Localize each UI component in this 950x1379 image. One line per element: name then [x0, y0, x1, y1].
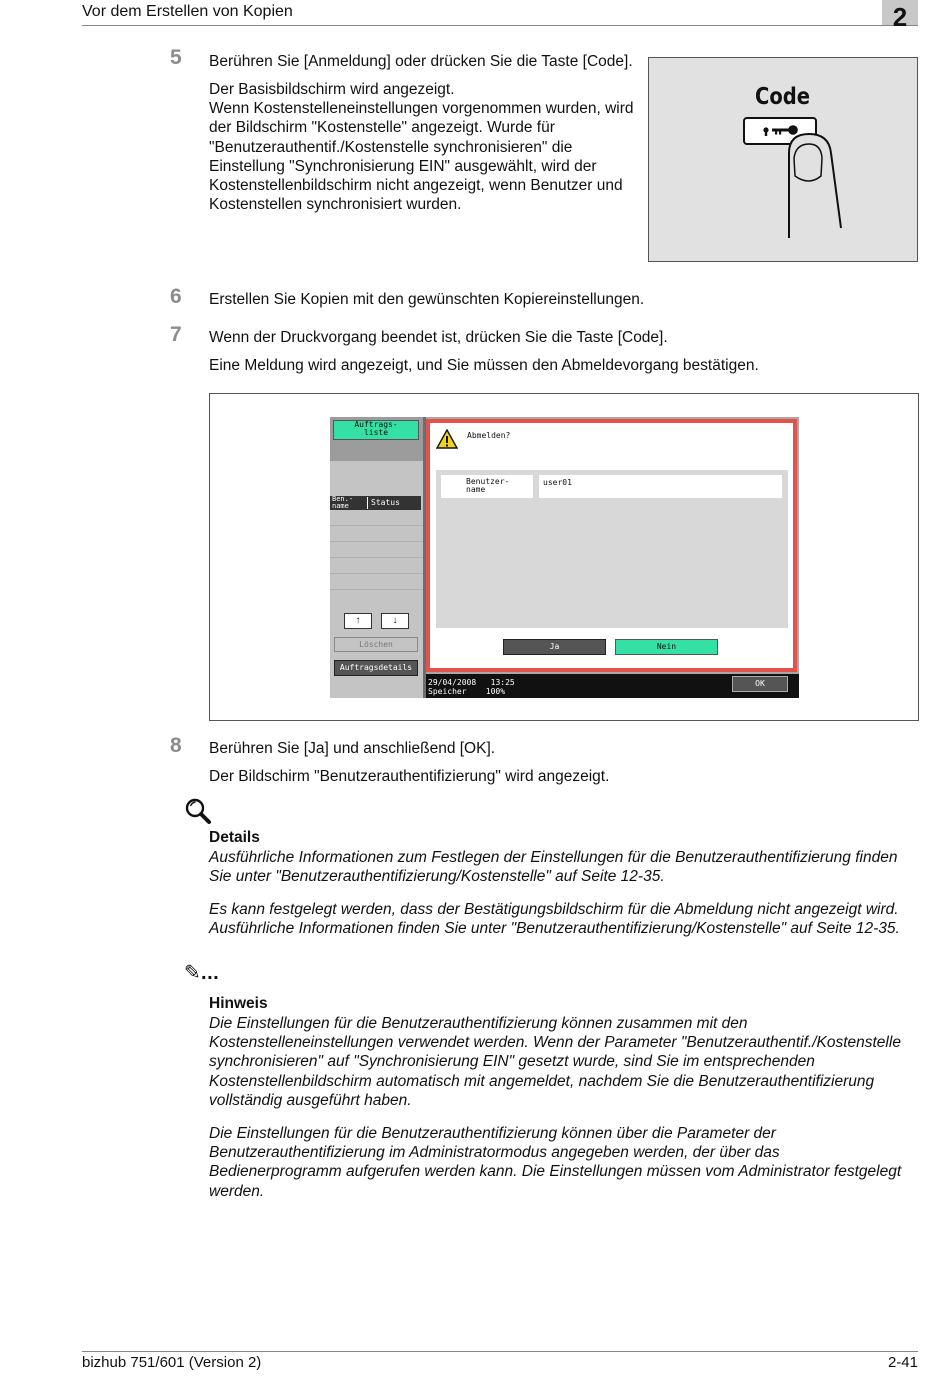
step-description: Der Bildschirm "Benutzerauthentifizierung" wird angezeigt. [209, 768, 610, 785]
hint-paragraph: Die Einstellungen für die Benutzerauthentifizierung können zusammen mit den Kostenstelleneinstellungen verwendet werden. Wenn der Parameter "Benutzerauthentif./Kostenstelle synchronisieren" auf "Synchronisierung EIN" gesetzt wurde, sind Sie im entsprechenden Kostenstellenbildschirm automatisch mit angemeldet, nachdem Sie die Benutzerauthentifizierung vollständig ausgeführt haben. [209, 1015, 901, 1109]
user-name-value: user01 [539, 475, 782, 498]
arrow-down-icon: ↓ [392, 615, 398, 626]
step-description: Der Basisbildschirm wird angezeigt. Wenn Kostenstelleneinstellungen vorgenommen wurden, wird der Bildschirm "Kostenstelle" angezeigt. Wurde für "Benutzerauthentif./Kostenstelle synchronisieren" die Einstellung "Synchronisierung EIN" ausgewählt, wird der Kostenstellenbildschirm nicht angezeigt, wenn Benutzer und Kostenstellen synchronisiert wurden. [209, 81, 634, 214]
running-header: Vor dem Erstellen von Kopien [82, 3, 293, 20]
job-list-button[interactable]: Auftrags- liste [333, 420, 419, 440]
step-instruction: Berühren Sie [Ja] und anschließend [OK]. [209, 740, 496, 757]
step-instruction: Berühren Sie [Anmeldung] oder drücken Sie die Taste [Code]. [209, 53, 633, 70]
step-number: 6 [170, 285, 182, 308]
memory-label: Speicher [428, 687, 467, 696]
hint-title: Hinweis [209, 995, 268, 1012]
dialog-content [436, 470, 788, 628]
warning-icon [436, 429, 458, 449]
logout-dialog [426, 419, 797, 672]
chapter-number: 2 [892, 2, 908, 32]
scroll-up-button[interactable] [344, 613, 372, 629]
arrow-up-icon: ↑ [355, 615, 361, 626]
job-list-header [330, 496, 421, 510]
details-paragraph: Ausführliche Informationen zum Festlegen der Einstellungen für die Benutzerauthentifizierung finden Sie unter "Benutzerauthentifizierung/Kostenstelle" auf Seite 12-35. [209, 849, 898, 886]
status-bar [426, 674, 799, 698]
no-button[interactable]: Nein [615, 639, 718, 655]
column-name: Ben.- name [332, 495, 354, 510]
job-sidebar [330, 417, 423, 698]
yes-button[interactable]: Ja [503, 639, 606, 655]
step-number: 5 [170, 46, 182, 69]
memory-value: 100% [485, 687, 506, 696]
delete-button[interactable]: Löschen [334, 637, 418, 652]
header-rule [82, 25, 918, 26]
control-panel-screen [330, 417, 799, 698]
step-description: Eine Meldung wird angezeigt, und Sie müssen den Abmeldevorgang bestätigen. [209, 357, 759, 374]
pencil-icon: ✎... [184, 960, 219, 984]
scroll-down-button[interactable] [381, 613, 409, 629]
step-instruction: Wenn der Druckvorgang beendet ist, drücken Sie die Taste [Code]. [209, 329, 668, 346]
code-key-label: Code [755, 84, 811, 110]
user-name-label: Benutzer- name [441, 475, 533, 498]
step-instruction: Erstellen Sie Kopien mit den gewünschten Kopiereinstellungen. [209, 291, 645, 308]
page-number: 2-41 [887, 1354, 918, 1371]
magnifier-icon [184, 797, 212, 825]
ok-button[interactable]: OK [732, 676, 788, 692]
job-details-button[interactable]: Auftragsdetails [334, 660, 418, 676]
details-paragraph: Es kann festgelegt werden, dass der Bestätigungsbildschirm für die Abmeldung nicht angezeigt wird. Ausführliche Informationen finden Sie unter "Benutzerauthentifizierung/Kostenstelle" auf Seite 12-35. [209, 901, 900, 938]
details-title: Details [209, 829, 260, 846]
step-number: 8 [170, 734, 182, 757]
hint-paragraph: Die Einstellungen für die Benutzerauthentifizierung können über die Parameter der Benutzerauthentifizierung im Administratormodus angegeben werden, der über das Bedienerprogramm aufgerufen werden kann. Die Einstellungen müssen vom Administrator festgelegt werden. [209, 1125, 902, 1200]
step-number: 7 [170, 323, 182, 346]
dialog-title: Abmelden? [467, 431, 511, 440]
code-key-illustration [648, 57, 918, 262]
status-time: 13:25 [490, 678, 515, 687]
column-status: Status [371, 498, 400, 507]
footer-product: bizhub 751/601 (Version 2) [82, 1354, 262, 1371]
status-date: 29/04/2008 [428, 678, 477, 687]
finger-press-icon [649, 58, 917, 261]
footer-rule [82, 1351, 918, 1352]
